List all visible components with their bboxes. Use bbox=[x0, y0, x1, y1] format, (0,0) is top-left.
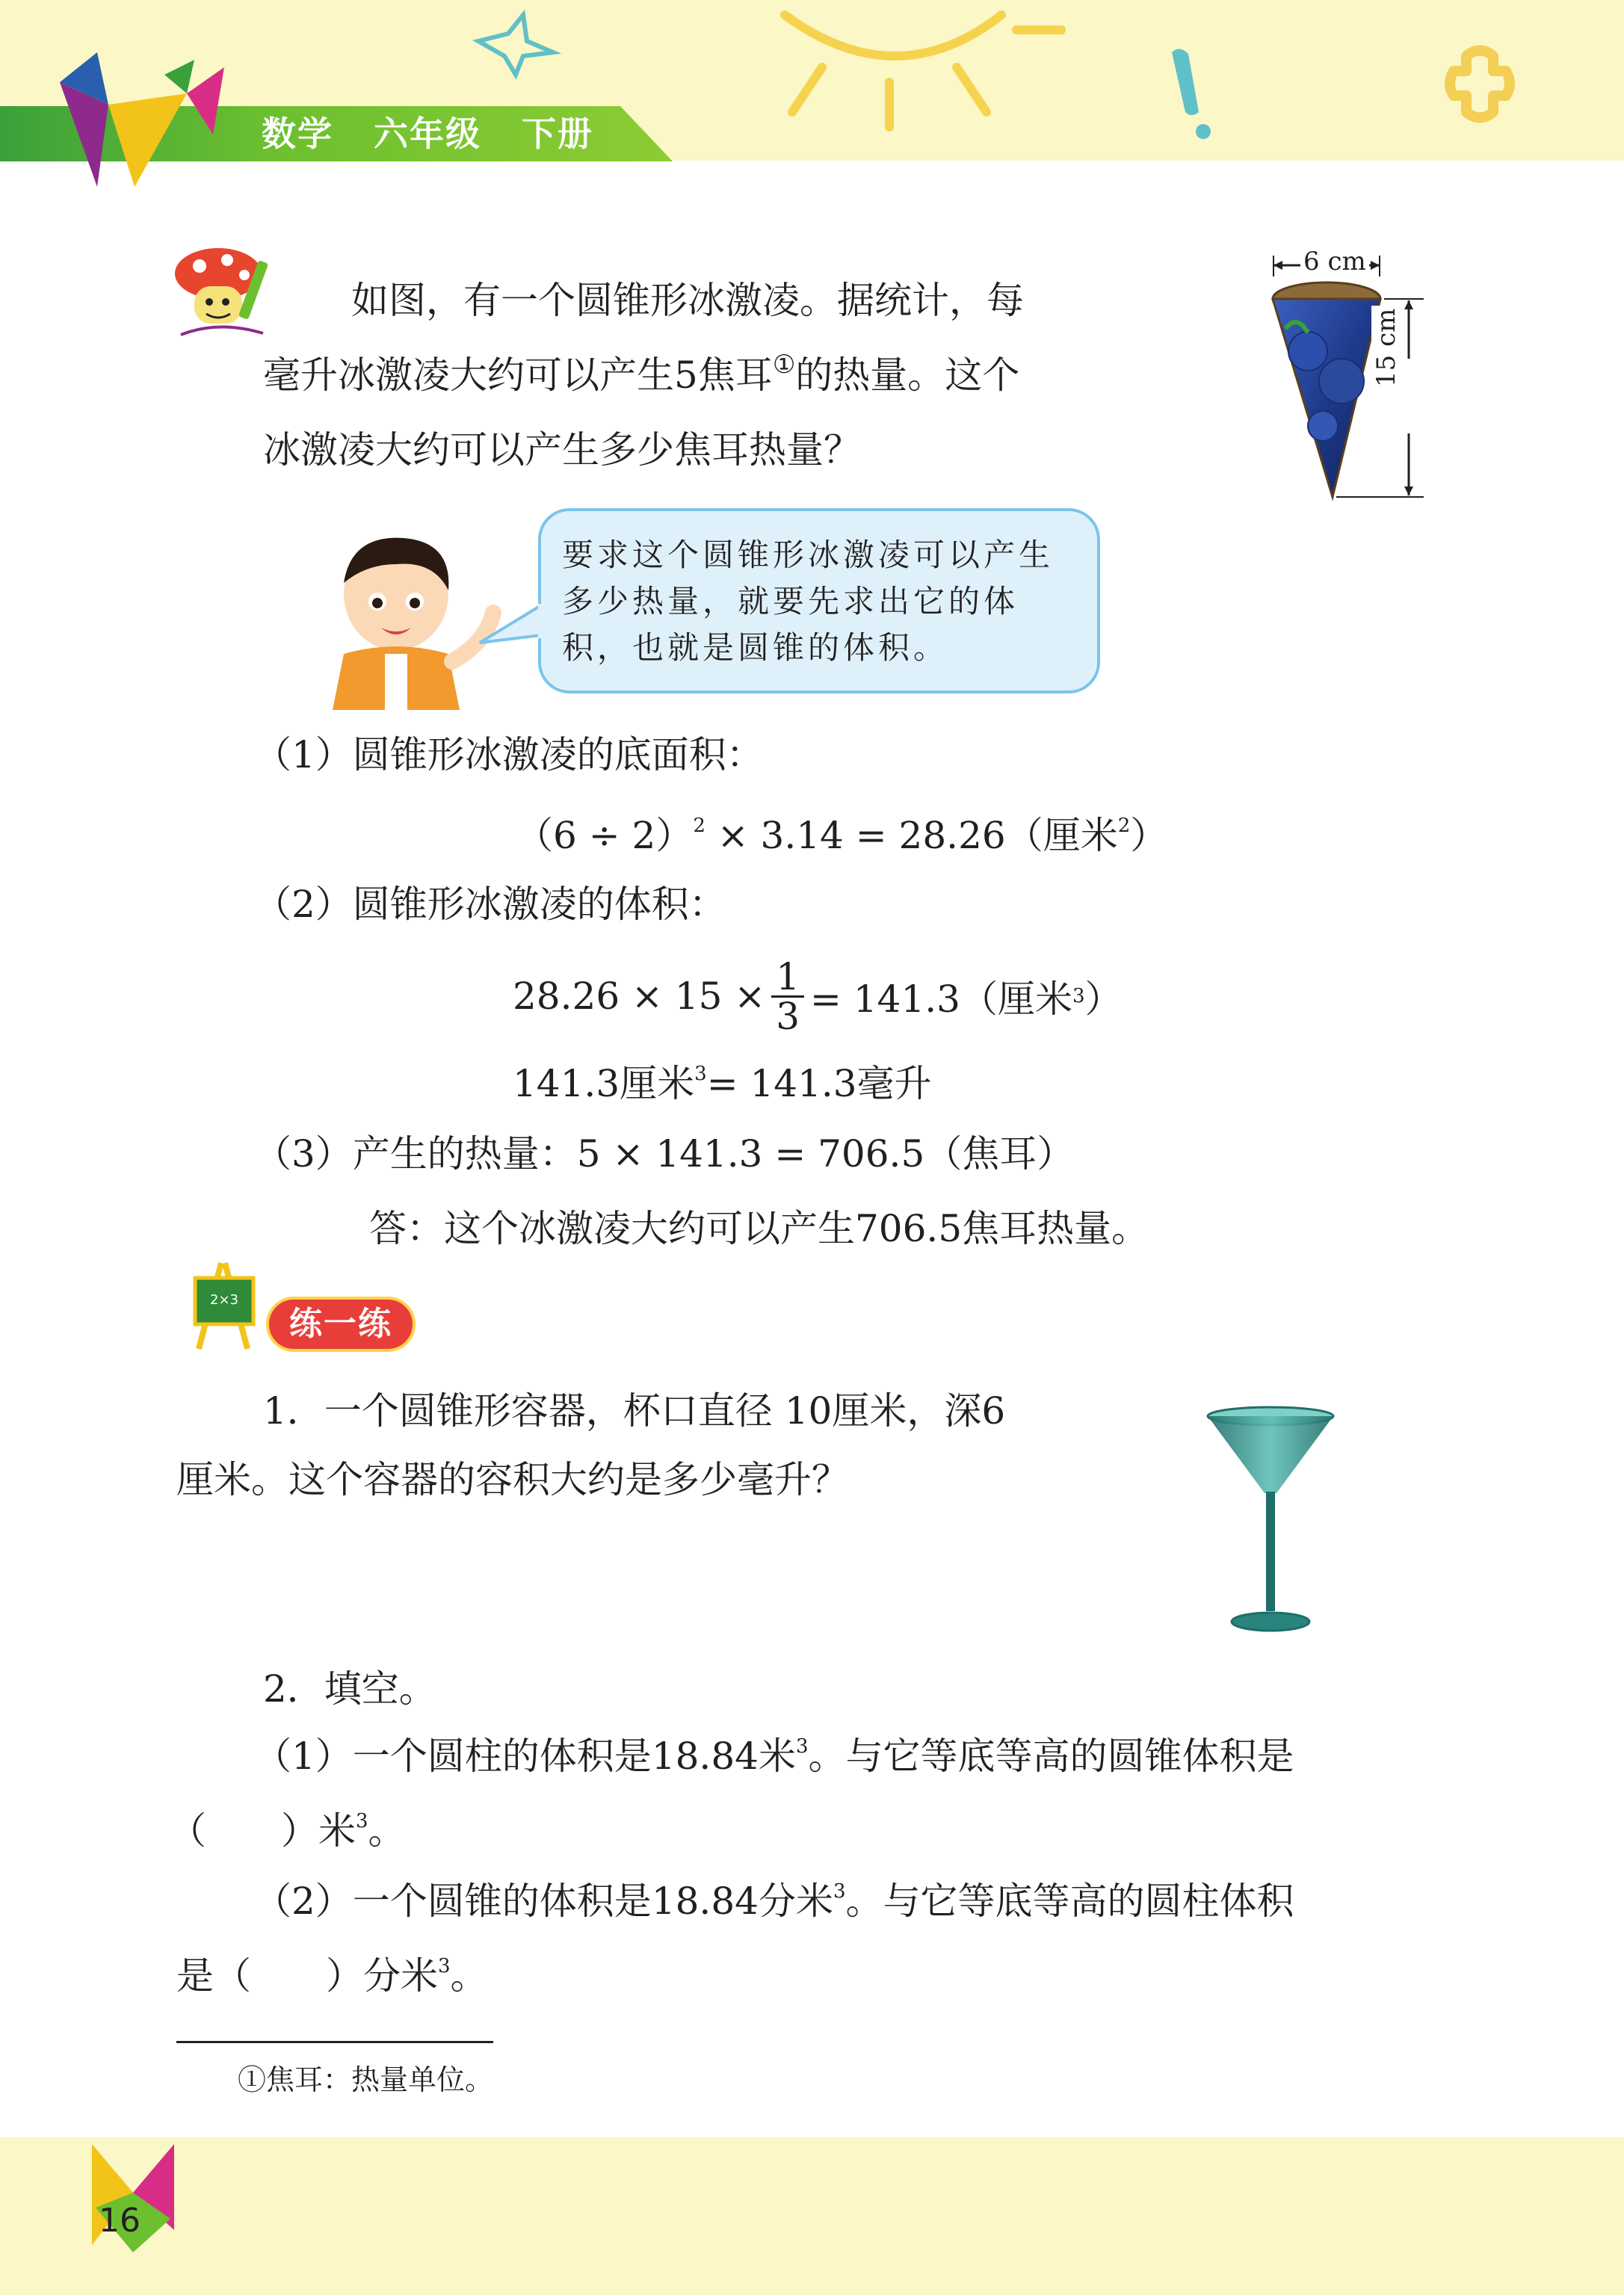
footnote-marker: ① bbox=[772, 350, 796, 380]
ice-cream-cone-figure bbox=[1263, 247, 1435, 501]
question-2-2-line-2: 是（ ）分米$^3$。 bbox=[176, 1954, 488, 1998]
figure-top-label: 6 cm bbox=[1300, 247, 1369, 277]
footnote-rule bbox=[176, 2041, 493, 2043]
header-subject: 数学 bbox=[262, 114, 333, 154]
step1-formula: $(6 \div 2)^2 \times 3.14 = 28.26$（厘米$^2$） bbox=[516, 814, 1168, 857]
question-1-line-1: 1．一个圆锥形容器，杯口直径 10厘米，深6 bbox=[263, 1389, 1006, 1433]
footnote: ①焦耳：热量单位。 bbox=[238, 2063, 494, 2096]
example-line-1: 如图，有一个圆锥形冰激凌。据统计，每 bbox=[351, 279, 1024, 322]
sun-icon bbox=[785, 15, 1061, 127]
example-line-2 bbox=[263, 338, 1019, 413]
page-number-tangram-icon bbox=[88, 2140, 178, 2260]
header-grade: 六年级 bbox=[374, 114, 481, 154]
star-icon bbox=[478, 15, 553, 75]
plus-icon bbox=[1450, 51, 1510, 118]
question-2-title: 2．填空。 bbox=[263, 1667, 436, 1711]
example-line-2b: 的热量。这个 bbox=[795, 353, 1020, 397]
example-line-2a: 毫升冰激凌大约可以产生5焦耳 bbox=[263, 353, 773, 397]
step2-label: （2）圆锥形冰激凌的体积： bbox=[254, 883, 726, 926]
bottom-decor-band bbox=[0, 2137, 1624, 2295]
page-number: 16 bbox=[99, 2202, 141, 2240]
question-2-1-line-2: （ ）米$^3$。 bbox=[169, 1809, 406, 1853]
fraction-one-third: $\frac{1}{3}$ bbox=[771, 958, 804, 1035]
answer: 答：这个冰激凌大约可以产生706.5焦耳热量。 bbox=[369, 1207, 1149, 1250]
easel-board-icon bbox=[176, 1255, 274, 1353]
example-line-3: 冰激凌大约可以产生多少焦耳热量？ bbox=[263, 428, 861, 472]
svg-text:2×3: 2×3 bbox=[210, 1292, 238, 1308]
exclamation-icon bbox=[1172, 49, 1211, 139]
header-volume: 下册 bbox=[522, 114, 593, 154]
speech-text: 要求这个圆锥形冰激凌可以产生多少热量，就要先求出它的体积，也就是圆锥的体积。 bbox=[562, 537, 1055, 666]
tangram-logo-icon bbox=[52, 52, 239, 202]
mushroom-pencil-icon bbox=[173, 245, 278, 342]
practice-badge: 练一练 bbox=[266, 1297, 416, 1352]
cone-glass-icon bbox=[1203, 1405, 1338, 1637]
figure-side-label: 15 cm bbox=[1371, 306, 1401, 390]
step2-conversion: 141.3厘米$^3$= 141.3毫升 bbox=[513, 1062, 932, 1105]
header-title bbox=[262, 111, 593, 157]
question-2-1-line-1: （1）一个圆柱的体积是18.84米$^3$。与它等底等高的圆锥体积是 bbox=[254, 1735, 1294, 1778]
step3: （3）产生的热量：5 × 141.3 = 706.5（焦耳） bbox=[254, 1132, 1075, 1176]
question-2-2-line-1: （2）一个圆锥的体积是18.84分米$^3$。与它等底等高的圆柱体积 bbox=[254, 1879, 1294, 1923]
step1-label: （1）圆锥形冰激凌的底面积： bbox=[254, 733, 764, 776]
speech-bubble-tail bbox=[478, 598, 546, 658]
step2-formula: 28.26 × 15 × $\frac{1}{3}$ = 141.3（厘米 3 ） bbox=[513, 954, 1123, 1038]
question-1-line-2: 厘米。这个容器的容积大约是多少毫升？ bbox=[176, 1458, 849, 1501]
